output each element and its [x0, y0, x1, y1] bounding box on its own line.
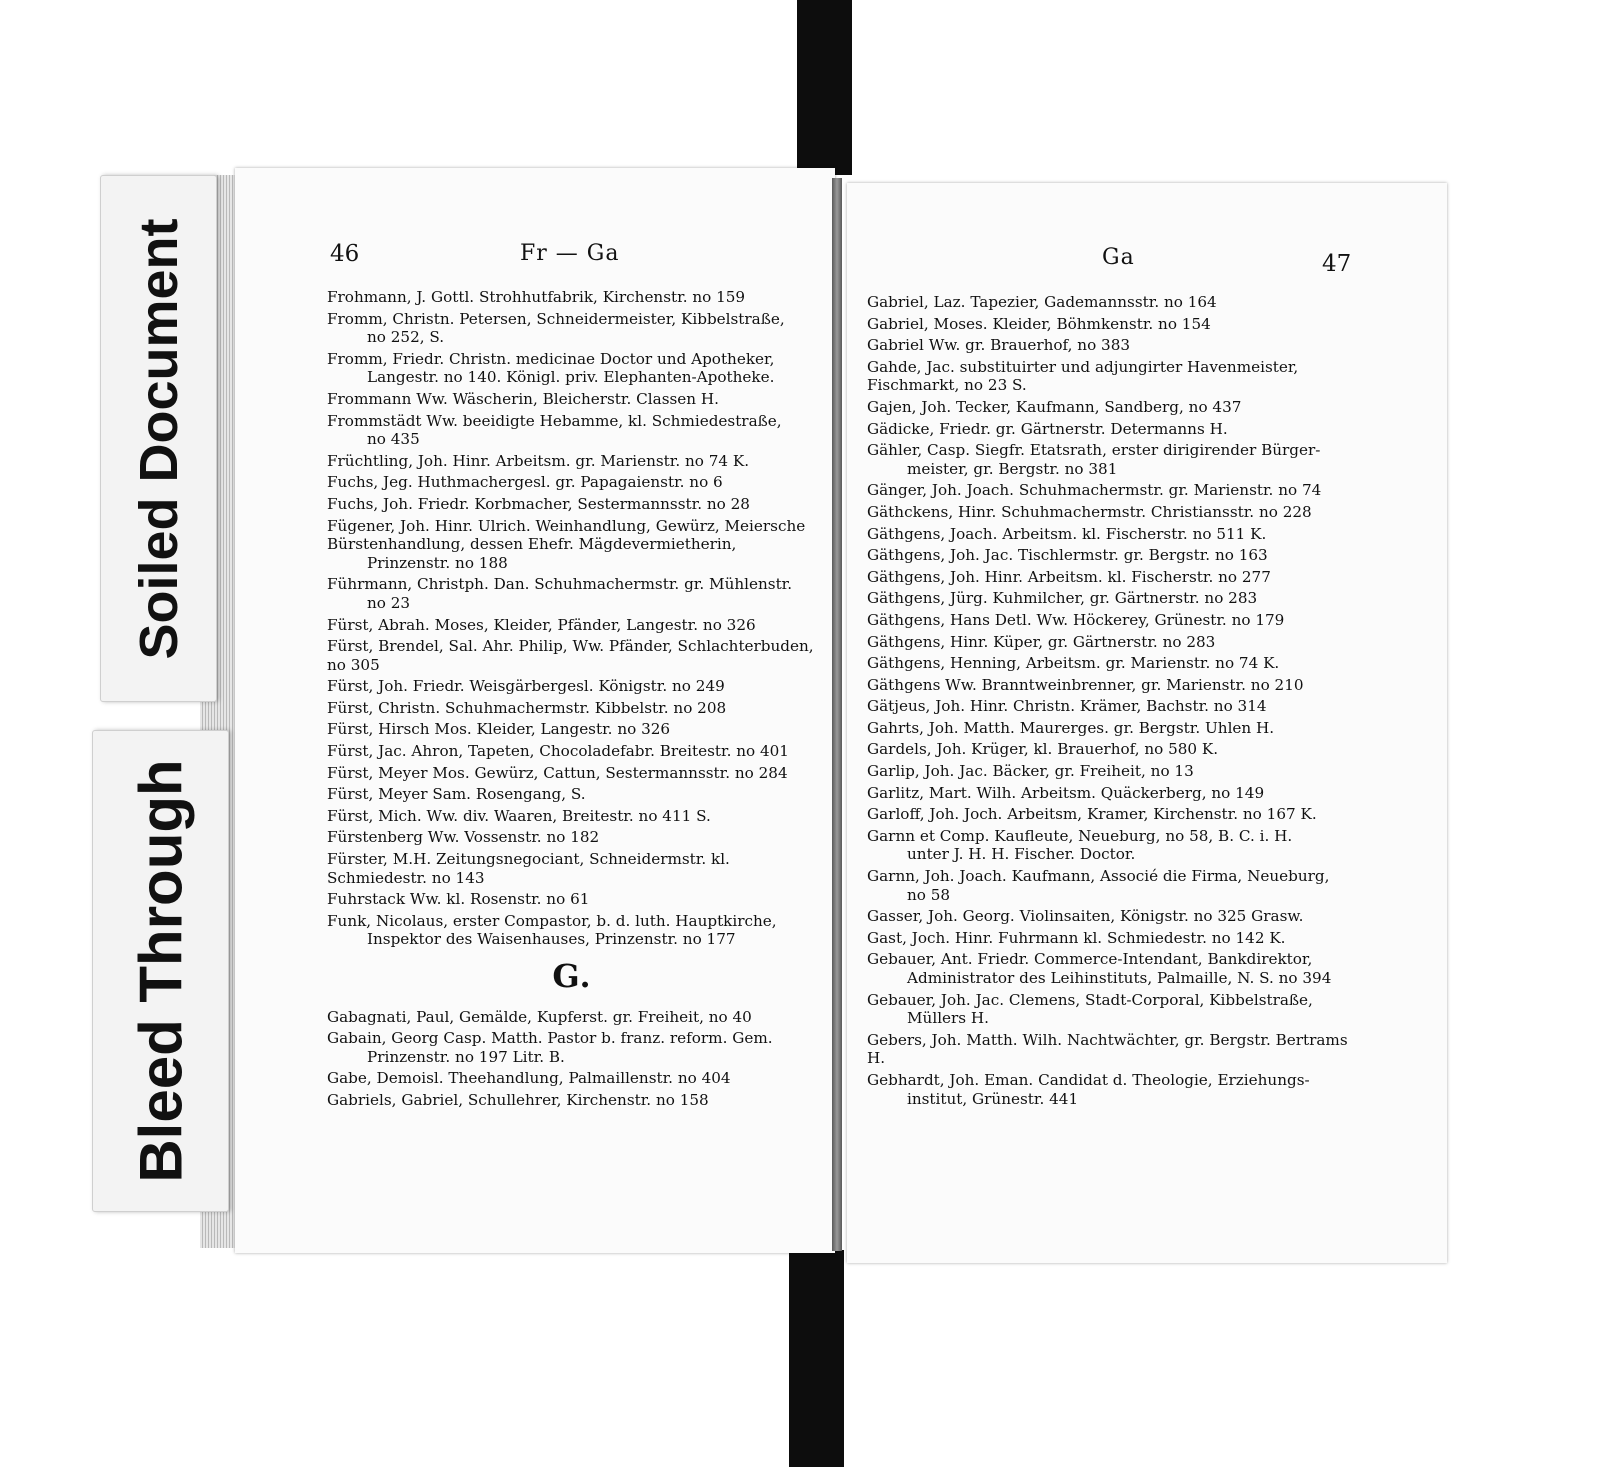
entry-continuation-line: Müllers H. — [907, 1009, 989, 1028]
directory-entry — [327, 828, 817, 847]
entry-line: Fürster, M.H. Zeitungsnegociant, Schneidermstr. kl. Schmiedestr. no 143 — [327, 850, 730, 887]
left-entries — [327, 288, 817, 1113]
entry-continuation-line: Langestr. no 140. Königl. priv. Elephanten-Apotheke. — [367, 368, 775, 387]
entry-continuation-line: no 435 — [367, 430, 420, 449]
entry-continuation-line: Prinzenstr. no 197 Litr. B. — [367, 1047, 565, 1066]
entry-line: Gahde, Jac. substituirter und adjungirter Havenmeister, Fischmarkt, no 23 S. — [867, 357, 1299, 395]
directory-entry — [867, 398, 1357, 417]
soiled-document-tab — [100, 175, 217, 702]
entry-line: Frommann Ww. Wäscherin, Bleicherstr. Classen H. — [327, 389, 719, 408]
entry-continuation-line: Administrator des Leihinstituts, Palmaille, N. S. no 394 — [907, 969, 1332, 987]
directory-entry — [867, 827, 1357, 864]
entry-line: Garnn et Comp. Kaufleute, Neueburg, no 58, B. C. i. H. — [867, 826, 1293, 845]
entry-line: Garloff, Joh. Joch. Arbeitsm, Kramer, Kirchenstr. no 167 K. — [867, 805, 1317, 824]
directory-entry — [867, 719, 1357, 738]
directory-entry — [327, 495, 817, 514]
page-gutter — [832, 178, 842, 1251]
directory-entry — [867, 867, 1357, 904]
directory-entry — [327, 412, 817, 449]
directory-entry — [327, 288, 817, 307]
entry-continuation-line: no 23 — [367, 593, 411, 612]
entry-continuation-line: Prinzenstr. no 188 — [367, 553, 508, 572]
entry-line: Gajen, Joh. Tecker, Kaufmann, Sandberg, no 437 — [867, 397, 1242, 416]
entry-line: Gäthgens, Jürg. Kuhmilcher, gr. Gärtnerstr. no 283 — [867, 589, 1258, 608]
directory-entry — [867, 589, 1357, 608]
directory-entry — [867, 568, 1357, 587]
binding-strip-top — [797, 0, 852, 175]
entry-line: Gardels, Joh. Krüger, kl. Brauerhof, no 580 K. — [867, 740, 1219, 759]
entry-line: Fürst, Joh. Friedr. Weisgärbergesl. Königstr. no 249 — [327, 677, 725, 696]
entry-line: Gäthckens, Hinr. Schuhmachermstr. Christiansstr. no 228 — [867, 502, 1312, 521]
entry-line: Fügener, Joh. Hinr. Ulrich. Weinhandlung, Gewürz, Meiersche Bürstenhandlung, dessen Ehefr. Mägdevermietherin, — [327, 516, 806, 554]
directory-entry — [867, 441, 1357, 478]
directory-entry — [327, 575, 817, 612]
directory-entry — [867, 907, 1357, 926]
directory-entry — [867, 762, 1357, 781]
directory-entry — [327, 742, 817, 761]
binding-strip-bottom — [789, 1250, 844, 1467]
entry-continuation-line: no 252, S. — [367, 328, 445, 347]
entry-line: Garlitz, Mart. Wilh. Arbeitsm. Quäckerberg, no 149 — [867, 783, 1265, 802]
entry-line: Fürst, Abrah. Moses, Kleider, Pfänder, Langestr. no 326 — [327, 615, 756, 634]
entry-line: Gast, Joch. Hinr. Fuhrmann kl. Schmiedestr. no 142 K. — [867, 928, 1286, 947]
entry-list-ga — [867, 293, 1357, 1108]
left-page-header: Fr — Ga — [520, 241, 620, 266]
entry-line: Fürst, Hirsch Mos. Kleider, Langestr. no 326 — [327, 720, 671, 739]
entry-list-g — [327, 1008, 817, 1110]
entry-line: Gänger, Joh. Joach. Schuhmachermstr. gr. Marienstr. no 74 — [867, 481, 1322, 500]
entry-continuation-line: meister, gr. Bergstr. no 381 — [907, 459, 1118, 478]
entry-line: Fuhrstack Ww. kl. Rosenstr. no 61 — [327, 890, 590, 909]
directory-entry — [867, 654, 1357, 673]
directory-entry — [327, 517, 817, 573]
directory-entry — [867, 929, 1357, 948]
directory-entry — [327, 350, 817, 387]
directory-entry — [867, 503, 1357, 522]
entry-line: Fuchs, Jeg. Huthmachergesl. gr. Papagaienstr. no 6 — [327, 473, 723, 492]
entry-line: Gebauer, Ant. Friedr. Commerce-Intendant, Bankdirektor, — [867, 950, 1313, 969]
directory-entry — [867, 991, 1357, 1028]
entry-line: Frommstädt Ww. beeidigte Hebamme, kl. Schmiedestraße, — [327, 411, 782, 430]
directory-entry — [327, 473, 817, 492]
directory-entry — [327, 390, 817, 409]
entry-line: Gäthgens, Hinr. Küper, gr. Gärtnerstr. no 283 — [867, 632, 1216, 651]
directory-entry — [327, 764, 817, 783]
entry-line: Garnn, Joh. Joach. Kaufmann, Associé die Firma, Neueburg, — [867, 867, 1330, 886]
directory-entry — [867, 784, 1357, 803]
directory-entry — [327, 912, 817, 949]
directory-entry — [327, 720, 817, 739]
entry-line: Fürst, Jac. Ahron, Tapeten, Chocoladefabr. Breitestr. no 401 — [327, 742, 789, 761]
entry-line: Fuchs, Joh. Friedr. Korbmacher, Sestermannsstr. no 28 — [327, 494, 750, 513]
entry-continuation-line: institut, Grünestr. 441 — [907, 1089, 1079, 1108]
directory-entry — [327, 785, 817, 804]
directory-entry — [327, 452, 817, 471]
entry-line: Gabriel Ww. gr. Brauerhof, no 383 — [867, 336, 1131, 355]
directory-entry — [327, 699, 817, 718]
entry-line: Fürst, Meyer Sam. Rosengang, S. — [327, 785, 586, 804]
right-page-number: 47 — [1322, 251, 1352, 277]
entry-continuation-line: no 58 — [907, 885, 951, 904]
entry-line: Gabriel, Moses. Kleider, Böhmkenstr. no 154 — [867, 314, 1211, 333]
right-entries — [867, 293, 1357, 1111]
entry-line: Fürst, Meyer Mos. Gewürz, Cattun, Sestermannsstr. no 284 — [327, 763, 788, 782]
entry-line: Gabagnati, Paul, Gemälde, Kupferst. gr. Freiheit, no 40 — [327, 1007, 752, 1026]
directory-entry — [867, 676, 1357, 695]
directory-entry — [867, 315, 1357, 334]
entry-line: Gebers, Joh. Matth. Wilh. Nachtwächter, gr. Bergstr. Bertrams H. — [867, 1030, 1348, 1068]
entry-continuation-line: Inspektor des Waisenhauses, Prinzenstr. no 177 — [367, 930, 736, 949]
directory-entry — [867, 611, 1357, 630]
directory-entry — [867, 950, 1357, 987]
directory-entry — [327, 1069, 817, 1088]
directory-entry — [327, 850, 817, 887]
left-page — [235, 168, 835, 1253]
soiled-document-label: Soiled Document — [128, 217, 189, 660]
directory-entry — [867, 1031, 1357, 1068]
directory-entry — [867, 293, 1357, 312]
directory-entry — [867, 481, 1357, 500]
entry-line: Gabriels, Gabriel, Schullehrer, Kirchenstr. no 158 — [327, 1090, 709, 1109]
directory-entry — [327, 677, 817, 696]
entry-line: Gabe, Demoisl. Theehandlung, Palmaillenstr. no 404 — [327, 1069, 731, 1088]
directory-entry — [867, 546, 1357, 565]
entry-line: Fürst, Mich. Ww. div. Waaren, Breitestr. no 411 S. — [327, 806, 711, 825]
entry-line: Fromm, Friedr. Christn. medicinae Doctor und Apotheker, — [327, 349, 775, 368]
entry-line: Gabain, Georg Casp. Matth. Pastor b. franz. reform. Gem. — [327, 1029, 773, 1048]
entry-line: Gäthgens, Joach. Arbeitsm. kl. Fischerstr. no 511 K. — [867, 524, 1267, 543]
entry-line: Fürst, Christn. Schuhmachermstr. Kibbelstr. no 208 — [327, 698, 727, 717]
directory-entry — [867, 740, 1357, 759]
entry-line: Frohmann, J. Gottl. Strohhutfabrik, Kirchenstr. no 159 — [327, 288, 746, 306]
entry-line: Früchtling, Joh. Hinr. Arbeitsm. gr. Marienstr. no 74 K. — [327, 451, 750, 470]
directory-entry — [327, 890, 817, 909]
directory-entry — [327, 807, 817, 826]
entry-continuation-line: unter J. H. H. Fischer. Doctor. — [907, 845, 1136, 864]
entry-line: Gebhardt, Joh. Eman. Candidat d. Theologie, Erziehungs- — [867, 1070, 1310, 1089]
right-page — [847, 183, 1447, 1263]
right-page-header: Ga — [1102, 245, 1135, 270]
entry-line: Gätjeus, Joh. Hinr. Christn. Krämer, Bachstr. no 314 — [867, 697, 1267, 716]
entry-line: Fürstenberg Ww. Vossenstr. no 182 — [327, 828, 600, 847]
entry-list-f — [327, 288, 817, 949]
entry-line: Gädicke, Friedr. gr. Gärtnerstr. Determanns H. — [867, 419, 1228, 438]
directory-entry — [867, 358, 1357, 395]
directory-entry — [867, 697, 1357, 716]
directory-entry — [867, 805, 1357, 824]
entry-line: Fromm, Christn. Petersen, Schneidermeister, Kibbelstraße, — [327, 309, 785, 328]
entry-line: Führmann, Christph. Dan. Schuhmachermstr. gr. Mühlenstr. — [327, 575, 793, 594]
entry-line: Gäthgens Ww. Branntweinbrenner, gr. Marienstr. no 210 — [867, 675, 1304, 694]
entry-line: Gähler, Casp. Siegfr. Etatsrath, erster dirigirender Bürger- — [867, 441, 1321, 460]
directory-entry — [867, 633, 1357, 652]
entry-line: Gäthgens, Joh. Jac. Tischlermstr. gr. Bergstr. no 163 — [867, 546, 1268, 565]
entry-line: Gäthgens, Hans Detl. Ww. Höckerey, Grünestr. no 179 — [867, 610, 1285, 629]
directory-entry — [327, 1091, 817, 1110]
directory-entry — [327, 1029, 817, 1066]
directory-entry — [327, 637, 817, 674]
entry-line: Garlip, Joh. Jac. Bäcker, gr. Freiheit, no 13 — [867, 762, 1194, 781]
entry-line: Gebauer, Joh. Jac. Clemens, Stadt-Corporal, Kibbelstraße, — [867, 990, 1313, 1009]
entry-line: Gäthgens, Henning, Arbeitsm. gr. Marienstr. no 74 K. — [867, 654, 1280, 673]
directory-entry — [327, 1008, 817, 1027]
bleed-through-tab — [92, 730, 229, 1212]
entry-line: Gahrts, Joh. Matth. Maurerges. gr. Bergstr. Uhlen H. — [867, 718, 1275, 737]
directory-entry — [867, 420, 1357, 439]
entry-line: Gabriel, Laz. Tapezier, Gademannsstr. no 164 — [867, 293, 1217, 311]
directory-entry — [867, 525, 1357, 544]
entry-line: Funk, Nicolaus, erster Compastor, b. d. luth. Hauptkirche, — [327, 911, 777, 930]
directory-entry — [867, 336, 1357, 355]
bleed-through-label: Bleed Through — [127, 759, 194, 1183]
entry-line: Gasser, Joh. Georg. Violinsaiten, Königstr. no 325 Grasw. — [867, 907, 1304, 926]
entry-line: Fürst, Brendel, Sal. Ahr. Philip, Ww. Pfänder, Schlachterbuden, no 305 — [327, 637, 814, 674]
left-page-number: 46 — [330, 241, 360, 267]
entry-line: Gäthgens, Joh. Hinr. Arbeitsm. kl. Fischerstr. no 277 — [867, 567, 1271, 586]
directory-entry — [867, 1071, 1357, 1108]
directory-entry — [327, 616, 817, 635]
section-letter-g: G. — [552, 957, 592, 995]
directory-entry — [327, 310, 817, 347]
